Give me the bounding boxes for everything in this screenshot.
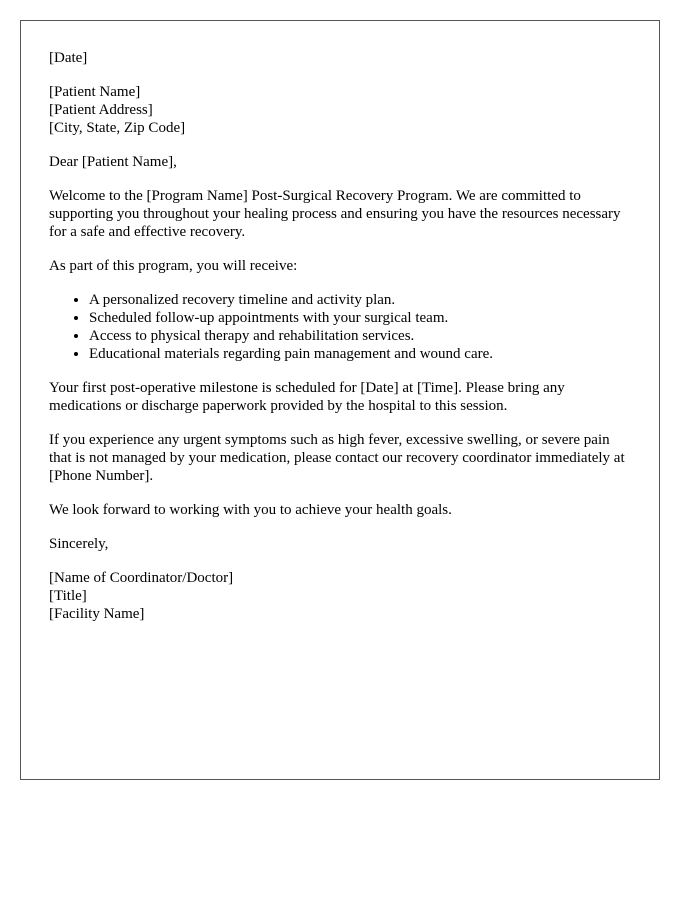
signature-facility: [Facility Name] [49,606,145,622]
urgent-paragraph: If you experience any urgent symptoms such as high fever, excessive swelling, or severe pain that is not managed by your medication, please contact our recovery coordinator immediately at [Phone Number]. [49,432,625,484]
signature-block [49,569,631,623]
milestone-paragraph: Your first post-operative milestone is scheduled for [Date] at [Time]. Please bring any medications or discharge paperwork provided by the hospital to this session. [49,380,565,414]
letter-date: [Date] [49,50,88,66]
recipient-block [49,83,631,137]
signature-name: [Name of Coordinator/Doctor] [49,570,234,586]
signature-title: [Title] [49,588,87,604]
list-item: • Access to physical therapy and rehabilitation services. [89,327,631,345]
recipient-city-state-zip: [City, State, Zip Code] [49,120,186,136]
closing-line: We look forward to working with you to achieve your health goals. [49,502,452,518]
list-item: • A personalized recovery timeline and activity plan. [89,291,631,309]
recipient-name: [Patient Name] [49,84,141,100]
sign-off: Sincerely, [49,536,109,552]
benefits-list [49,291,631,363]
letter-page [20,20,660,780]
salutation: Dear [Patient Name], [49,154,177,170]
list-item: • Educational materials regarding pain management and wound care. [89,345,631,363]
list-item: • Scheduled follow-up appointments with your surgical team. [89,309,631,327]
list-intro: As part of this program, you will receive: [49,258,298,274]
recipient-address: [Patient Address] [49,102,153,118]
intro-paragraph: Welcome to the [Program Name] Post-Surgical Recovery Program. We are committed to supporting you throughout your healing process and ensuring you have the resources necessary for a safe and effective recovery. [49,188,621,240]
